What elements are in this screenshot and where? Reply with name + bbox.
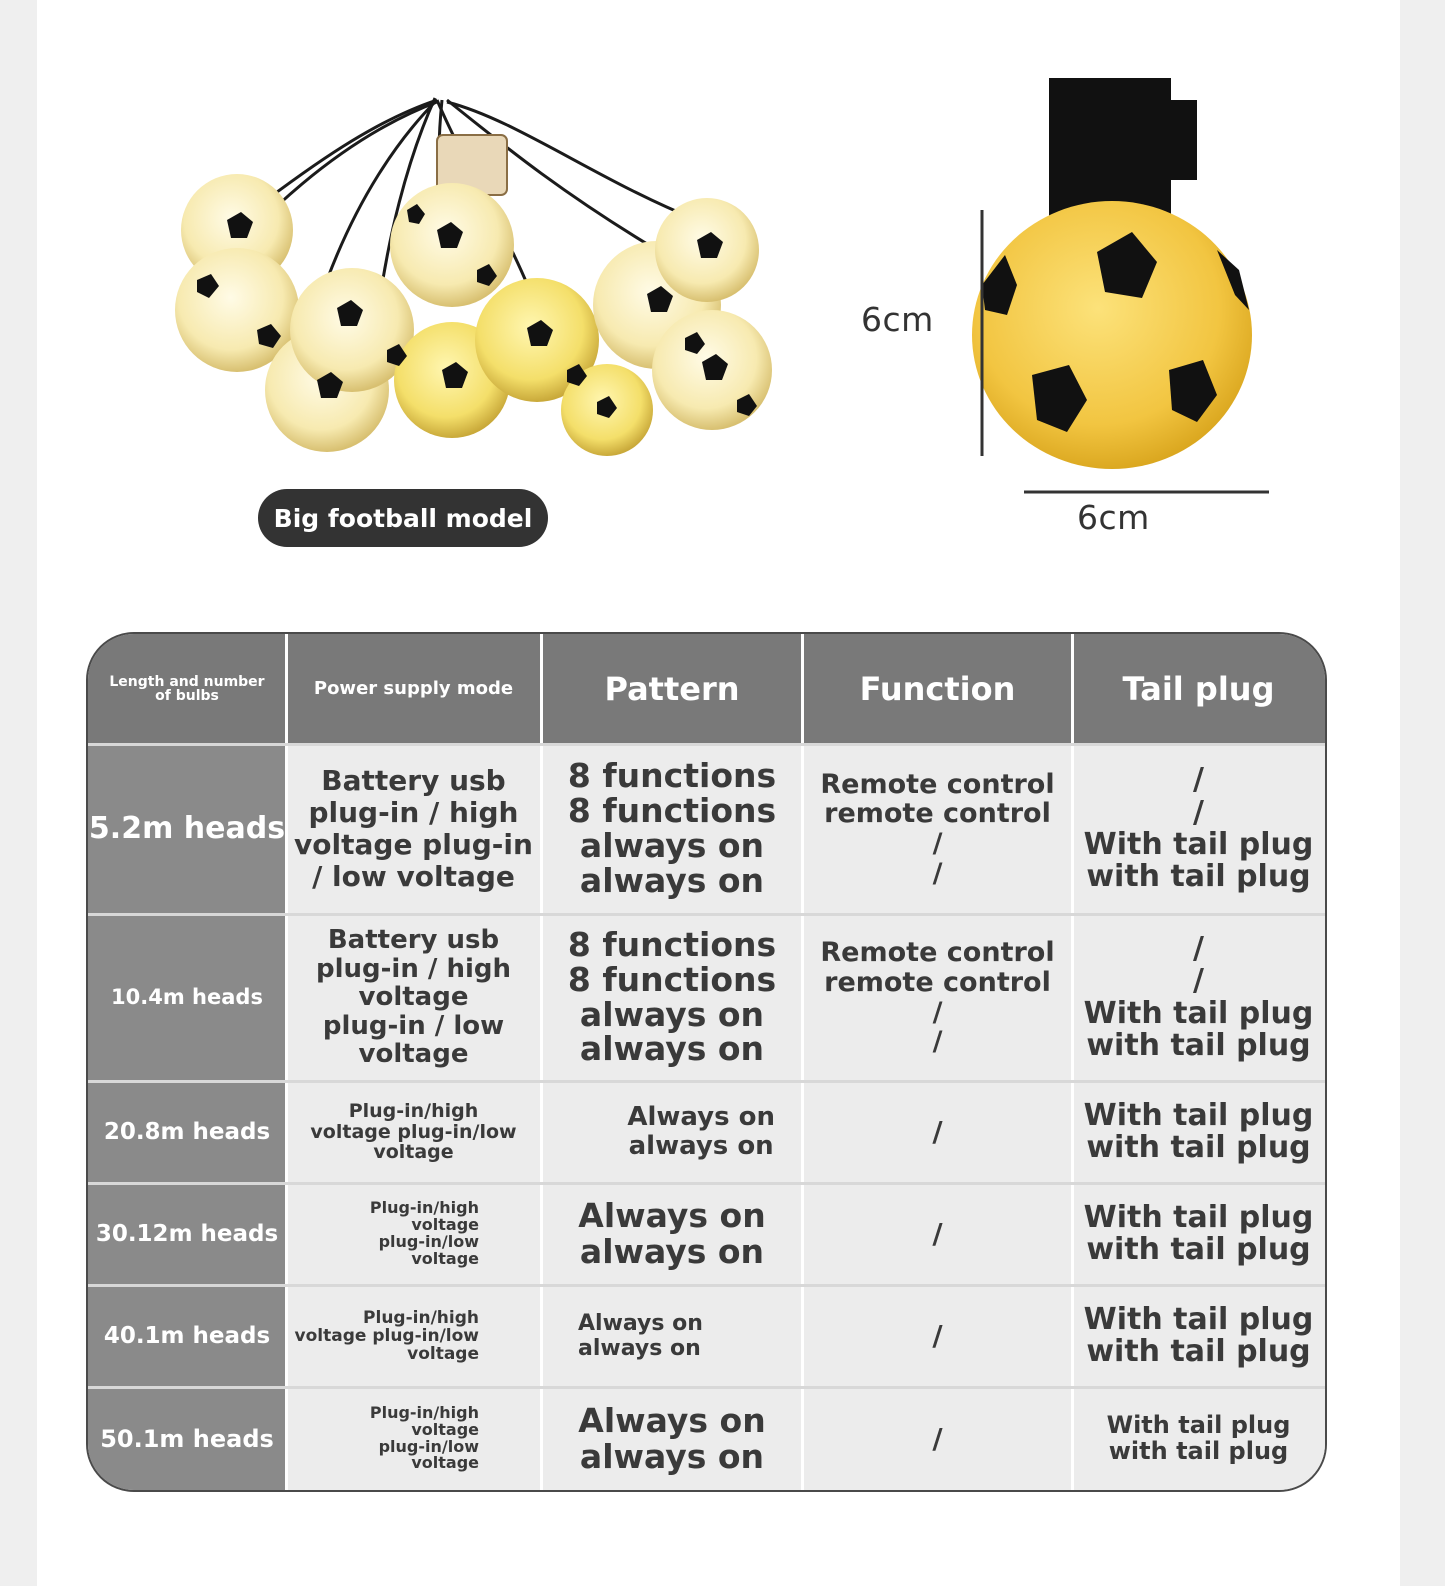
row-function: Remote control remote control / / xyxy=(803,914,1072,1081)
row-pattern: 8 functions 8 functions always on always on xyxy=(541,744,803,914)
row-pattern: 8 functions 8 functions always on always on xyxy=(541,914,803,1081)
row-length: 30.12m heads xyxy=(88,1183,286,1285)
width-dimension-label: 6cm xyxy=(1077,498,1150,537)
football-lights-image xyxy=(137,80,777,460)
column-divider xyxy=(285,634,288,1490)
row-tail-plug: With tail plug with tail plug xyxy=(1072,1081,1325,1183)
row-function: / xyxy=(803,1081,1072,1183)
column-divider xyxy=(801,634,804,1490)
row-pattern: Always on always on xyxy=(541,1387,803,1490)
row-function: Remote control remote control / / xyxy=(803,744,1072,914)
spec-table xyxy=(86,632,1327,1492)
row-length: 5.2m heads xyxy=(88,744,286,914)
row-divider xyxy=(88,743,1325,746)
row-length: 10.4m heads xyxy=(88,914,286,1081)
row-power: Battery usb plug-in / high voltage plug-in / low voltage xyxy=(286,744,541,914)
row-power: Plug-in/high voltage plug-in/low voltage xyxy=(286,1285,541,1387)
row-tail-plug: With tail plug with tail plug xyxy=(1072,1285,1325,1387)
row-divider xyxy=(88,913,1325,916)
row-length: 40.1m heads xyxy=(88,1285,286,1387)
single-ball-dimension-image xyxy=(857,70,1317,510)
row-divider xyxy=(88,1182,1325,1185)
row-divider xyxy=(88,1386,1325,1389)
row-tail-plug: With tail plug with tail plug xyxy=(1072,1387,1325,1490)
header-function: Function xyxy=(803,634,1072,744)
model-badge: Big football model xyxy=(258,489,548,547)
row-pattern: Always on always on xyxy=(541,1285,803,1387)
row-tail-plug: / / With tail plug with tail plug xyxy=(1072,744,1325,914)
row-power: Battery usb plug-in / high voltage plug-in / low voltage xyxy=(286,914,541,1081)
row-tail-plug: With tail plug with tail plug xyxy=(1072,1183,1325,1285)
row-divider xyxy=(88,1284,1325,1287)
row-tail-plug: / / With tail plug with tail plug xyxy=(1072,914,1325,1081)
row-function: / xyxy=(803,1183,1072,1285)
row-function: / xyxy=(803,1387,1072,1490)
height-dimension-label: 6cm xyxy=(861,300,934,339)
row-power: Plug-in/high voltage plug-in/low voltage xyxy=(286,1387,541,1490)
column-divider xyxy=(1071,634,1074,1490)
row-power: Plug-in/high voltage plug-in/low voltage xyxy=(286,1081,541,1183)
row-length: 20.8m heads xyxy=(88,1081,286,1183)
header-power: Power supply mode xyxy=(286,634,541,744)
row-divider xyxy=(88,1080,1325,1083)
row-power: Plug-in/high voltage plug-in/low voltage xyxy=(286,1183,541,1285)
row-length: 50.1m heads xyxy=(88,1387,286,1490)
header-tail-plug: Tail plug xyxy=(1072,634,1325,744)
row-function: / xyxy=(803,1285,1072,1387)
column-divider xyxy=(540,634,543,1490)
row-pattern: Always on always on xyxy=(541,1183,803,1285)
header-length: Length and number of bulbs xyxy=(88,634,286,744)
header-pattern: Pattern xyxy=(541,634,803,744)
product-page xyxy=(37,0,1400,1586)
row-pattern: Always on always on xyxy=(541,1081,803,1183)
